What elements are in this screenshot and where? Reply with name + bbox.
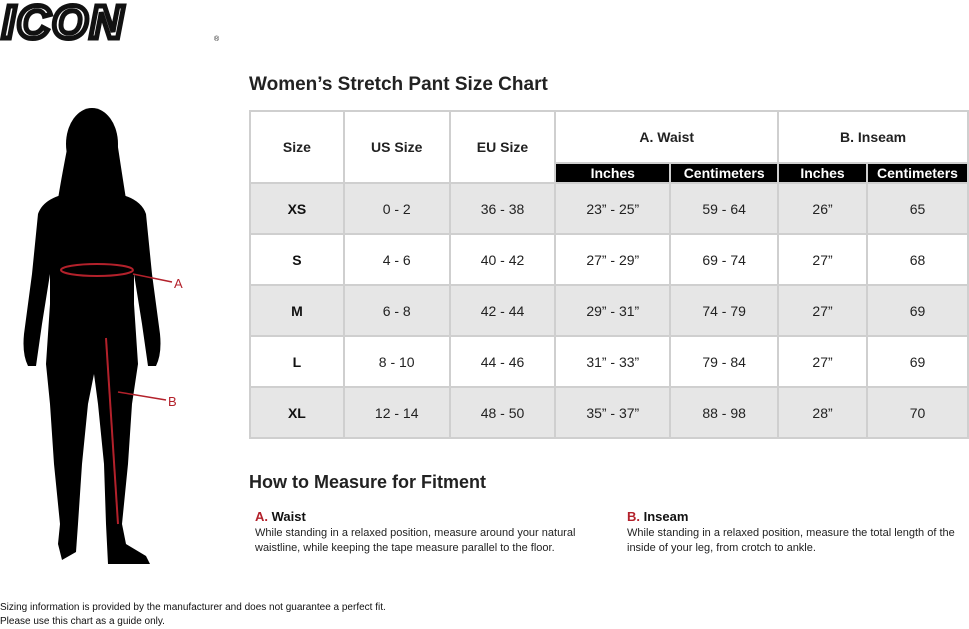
- logo-text: ICON: [2, 0, 125, 44]
- inseam-description: [627, 526, 967, 556]
- waist-instructions: [255, 509, 605, 556]
- cell-eu: 42 - 44: [450, 285, 556, 336]
- cell-eu: 40 - 42: [450, 234, 556, 285]
- how-to-measure-title: How to Measure for Fitment: [249, 472, 487, 492]
- table-row: [250, 336, 968, 387]
- waist-description: [255, 526, 605, 556]
- cell-waist-cm: 59 - 64: [670, 183, 778, 234]
- cell-eu: 36 - 38: [450, 183, 556, 234]
- disclaimer: [0, 601, 386, 629]
- cell-waist-cm: 88 - 98: [670, 387, 778, 438]
- cell-size: L: [250, 336, 344, 387]
- table-row: [250, 285, 968, 336]
- subheader-inseam-cm: Centimeters: [867, 163, 968, 183]
- waist-heading: [255, 509, 605, 524]
- cell-inseam-in: 27”: [778, 234, 867, 285]
- inseam-letter: B.: [627, 509, 640, 524]
- waist-label: Waist: [271, 509, 306, 524]
- inseam-heading: [627, 509, 967, 524]
- cell-waist-in: 29” - 31”: [555, 285, 670, 336]
- cell-us: 0 - 2: [344, 183, 450, 234]
- cell-eu: 44 - 46: [450, 336, 556, 387]
- table-row: [250, 387, 968, 438]
- table-row: [250, 183, 968, 234]
- header-inseam: B. Inseam: [778, 111, 968, 163]
- cell-waist-in: 31” - 33”: [555, 336, 670, 387]
- subheader-waist-cm: Centimeters: [670, 163, 778, 183]
- waist-desc-line: waistline, while keeping the tape measure parallel to the floor.: [255, 542, 555, 554]
- cell-inseam-in: 27”: [778, 285, 867, 336]
- inseam-label: Inseam: [643, 509, 689, 524]
- inseam-desc-line: While standing in a relaxed position, measure the total length of the: [627, 527, 955, 539]
- cell-eu: 48 - 50: [450, 387, 556, 438]
- body-silhouette: [0, 104, 200, 574]
- cell-size: M: [250, 285, 344, 336]
- size-chart-table: [249, 110, 969, 439]
- chart-title: Women’s Stretch Pant Size Chart: [249, 74, 548, 95]
- header-us-size: US Size: [344, 111, 450, 183]
- cell-us: 6 - 8: [344, 285, 450, 336]
- disclaimer-line: Please use this chart as a guide only.: [0, 616, 165, 627]
- cell-inseam-in: 27”: [778, 336, 867, 387]
- header-waist: A. Waist: [555, 111, 778, 163]
- cell-waist-cm: 79 - 84: [670, 336, 778, 387]
- waist-desc-line: While standing in a relaxed position, measure around your natural: [255, 527, 576, 539]
- svg-text:®: ®: [214, 36, 220, 43]
- cell-inseam-cm: 68: [867, 234, 968, 285]
- marker-b: B: [168, 394, 177, 409]
- cell-us: 4 - 6: [344, 234, 450, 285]
- cell-waist-cm: 69 - 74: [670, 234, 778, 285]
- cell-inseam-cm: 69: [867, 336, 968, 387]
- cell-size: S: [250, 234, 344, 285]
- cell-inseam-cm: 70: [867, 387, 968, 438]
- cell-waist-in: 23” - 25”: [555, 183, 670, 234]
- subheader-waist-inches: Inches: [555, 163, 670, 183]
- inseam-instructions: [627, 509, 967, 556]
- marker-a: A: [174, 276, 183, 291]
- inseam-desc-line: inside of your leg, from crotch to ankle.: [627, 542, 816, 554]
- subheader-inseam-inches: Inches: [778, 163, 867, 183]
- header-eu-size: EU Size: [450, 111, 556, 183]
- cell-inseam-cm: 65: [867, 183, 968, 234]
- brand-logo: [0, 0, 222, 44]
- disclaimer-line: Sizing information is provided by the manufacturer and does not guarantee a perfect fit.: [0, 602, 386, 613]
- cell-us: 12 - 14: [344, 387, 450, 438]
- cell-waist-in: 35” - 37”: [555, 387, 670, 438]
- cell-waist-in: 27” - 29”: [555, 234, 670, 285]
- header-size: Size: [250, 111, 344, 183]
- cell-inseam-in: 26”: [778, 183, 867, 234]
- cell-inseam-cm: 69: [867, 285, 968, 336]
- cell-us: 8 - 10: [344, 336, 450, 387]
- cell-inseam-in: 28”: [778, 387, 867, 438]
- cell-waist-cm: 74 - 79: [670, 285, 778, 336]
- cell-size: XL: [250, 387, 344, 438]
- table-row: [250, 234, 968, 285]
- waist-letter: A.: [255, 509, 268, 524]
- cell-size: XS: [250, 183, 344, 234]
